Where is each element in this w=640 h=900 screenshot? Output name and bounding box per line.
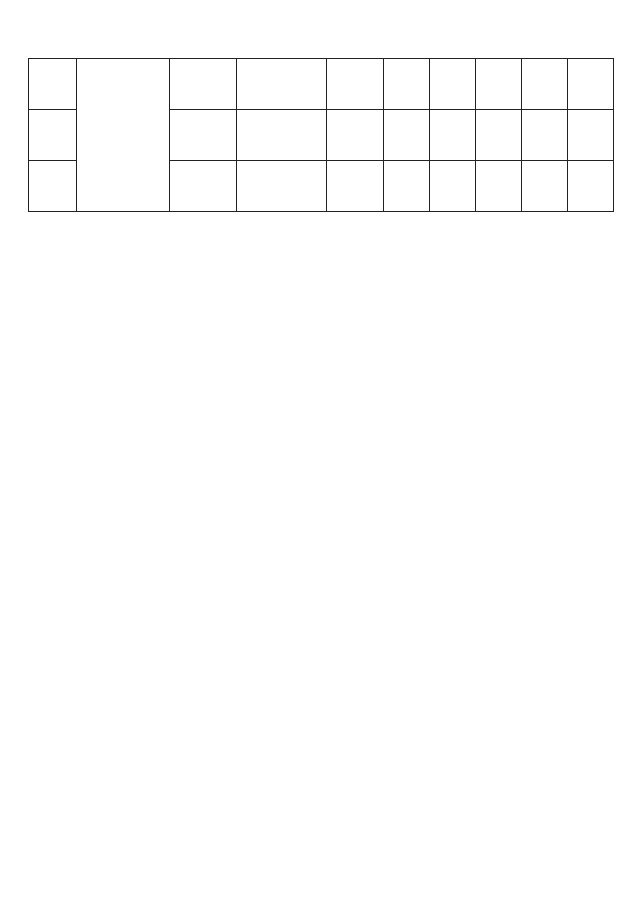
empty-value-cell	[476, 59, 522, 110]
tariff-value	[327, 59, 384, 110]
tariff-table	[28, 58, 614, 212]
empty-value-cell	[384, 110, 430, 161]
empty-value-cell	[522, 59, 568, 110]
empty-value-cell	[522, 110, 568, 161]
empty-value-cell	[384, 161, 430, 212]
empty-value-cell	[567, 161, 613, 212]
empty-value-cell	[430, 161, 476, 212]
empty-value-cell	[476, 161, 522, 212]
tariff-type	[169, 59, 236, 110]
empty-value-cell	[384, 59, 430, 110]
row-number	[29, 110, 77, 161]
tariff-period	[237, 59, 327, 110]
tariff-type	[169, 161, 236, 212]
empty-value-cell	[476, 110, 522, 161]
table-row	[29, 59, 614, 110]
row-number	[29, 161, 77, 212]
tariff-period	[237, 161, 327, 212]
empty-value-cell	[567, 110, 613, 161]
empty-value-cell	[430, 110, 476, 161]
tariff-type	[169, 110, 236, 161]
empty-value-cell	[522, 161, 568, 212]
tariff-period	[237, 110, 327, 161]
empty-value-cell	[430, 59, 476, 110]
row-number	[29, 59, 77, 110]
tariff-value	[327, 110, 384, 161]
tariff-value	[327, 161, 384, 212]
empty-value-cell	[567, 59, 613, 110]
org-cell-blank	[76, 59, 169, 212]
